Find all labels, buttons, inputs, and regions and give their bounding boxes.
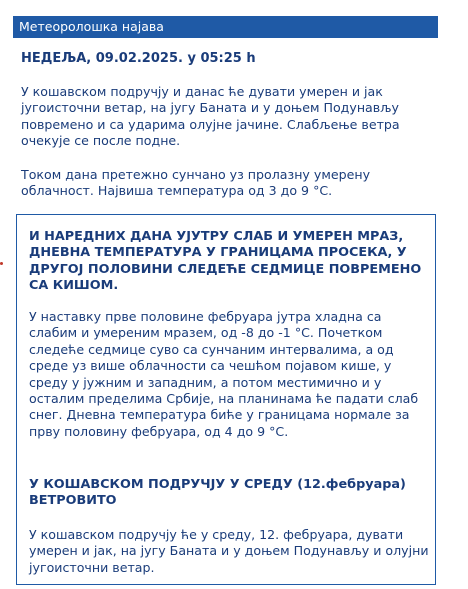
edge-marker <box>0 262 3 265</box>
outlook-sub-body: У кошавском подручју ће у среду, 12. фебруара, дувати умерен и јак, на југу Баната и у доњем Подунављу и олујни југоисточни ветар. <box>29 527 429 575</box>
outlook-body: У наставку прве половине фебруара јутра хладна са слабим и умереним мразем, од -8 до -1 °C. Почетком следеће седмице суво са сунчаним интервалима, а од среде уз више облачности са чешћом појавом кише, у среду у јужним и западним, а потом местимично и у осталим пределима Србије, на планинама ће падати слаб снег. Дневна температура биће у границама нормале за прву половину фебруара, од 4 до 9 °C. <box>29 309 419 439</box>
outlook-box <box>16 214 436 585</box>
forecast-paragraph-wind: У кошавском подручју и данас ће дувати умерен и јак југоисточни ветар, на југу Баната и у доњем Подунављу повремено и са ударима олујне јачине. Слабљење ветра очекује се после подне. <box>21 84 400 149</box>
page-title-bar <box>13 16 438 38</box>
forecast-paragraph-temperature: Током дана претежно сунчано уз пролазну умерену облачност. Највиша температура од 3 до 9 °C. <box>21 167 371 199</box>
outlook-headline: И НАРЕДНИХ ДАНА УЈУТРУ СЛАБ И УМЕРЕН МРАЗ, ДНЕВНА ТЕМПЕРАТУРА У ГРАНИЦАМА ПРОСЕКА, У ДРУГОЈ ПОЛОВИНИ СЛЕДЕЋЕ СЕДМИЦЕ ПОВРЕМЕНО СА КИШОМ. <box>29 229 422 294</box>
forecast-date: НЕДЕЉА, 09.02.2025. у 05:25 h <box>21 51 256 66</box>
page-title: Метеоролошка најава <box>19 19 164 34</box>
outlook-subheadline: У КОШАВСКОМ ПОДРУЧЈУ У СРЕДУ (12.фебруара) ВЕТРОВИТО <box>29 477 406 509</box>
